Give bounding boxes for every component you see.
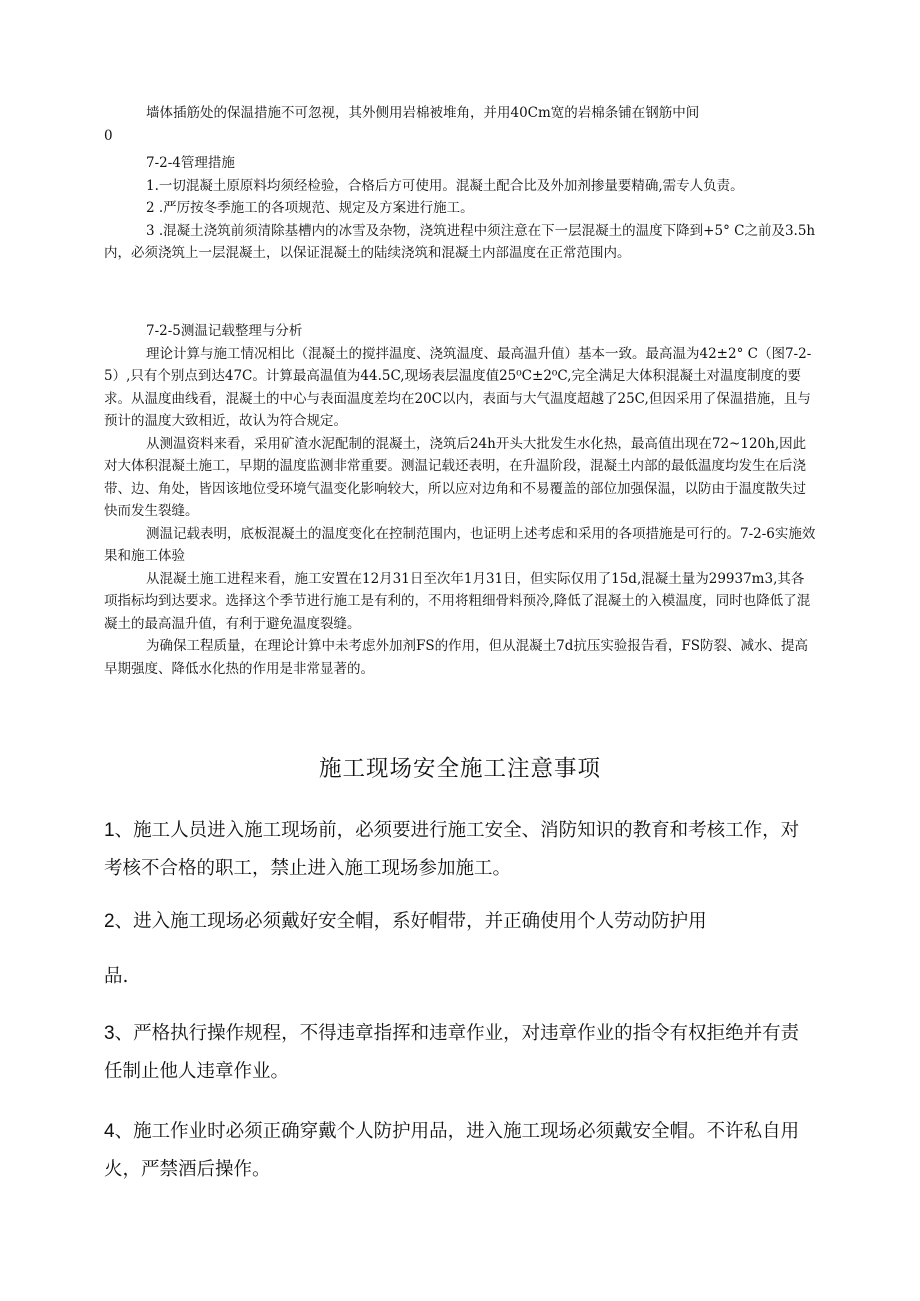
insulation-text: 墙体插筋处的保温措施不可忽视，其外侧用岩棉被堆角，并用40Cm宽的岩棉条铺在钢筋中间 (146, 105, 700, 121)
item-number: 4 (104, 1121, 115, 1142)
item-number: 2 (104, 911, 115, 932)
heading-724: 7-2-4管理措施 (146, 155, 235, 171)
measure-2: 2 .严厉按冬季施工的各项规范、规定及方案进行施工。 (146, 200, 474, 216)
safety-item-3 (104, 1015, 816, 1091)
insulation-tail: 0 (104, 127, 113, 144)
safety-title: 施工现场安全施工注意事项 (318, 756, 601, 782)
safety-item-4 (104, 1113, 816, 1189)
section-724 (104, 152, 816, 265)
safety-item-2-tail (104, 958, 816, 996)
analysis-1: 理论计算与施工情况相比（混凝土的搅拌温度、浇筑温度、最高温升值）基本一致。最高温为42±2° C（图7-2-5）,只有个别点到达47C。计算最高温值为44.5C,现场表层温度值25⁰C±2⁰C,完全满足大体积混凝土对温度制度的要求。从温度曲线看，混凝土的中心与表面温度差均在20C以内，表面与大气温度超越了25C,但因采用了保温措施，且与预计的温度大致相近，故认为符合规定。 (104, 345, 812, 429)
measure-1: 1.一切混凝土原原料均须经检验，合格后方可使用。混凝土配合比及外加剂掺量要精确,需专人负责。 (146, 177, 744, 194)
measure-3: 3 .混凝土浇筑前须清除基槽内的冰雪及杂物，浇筑进程中须注意在下一层混凝土的温度下降到+5° C之前及3.5h内，必须浇筑上一层混凝土，以保证混凝土的陆续浇筑和混凝土内部温度在正常范围内。 (104, 222, 816, 261)
analysis-3: 测温记载表明，底板混凝土的温度变化在控制范围内，也证明上述考虑和采用的各项措施是可行的。7-2-6实施效果和施工体验 (104, 525, 816, 564)
safety-item-1 (104, 812, 816, 888)
paragraph-insulation (104, 102, 816, 147)
item-tail: 品. (104, 966, 129, 987)
item-text: 、进入施工现场必须戴好安全帽，系好帽带，并正确使用个人劳动防护用 (114, 911, 707, 932)
item-number: 1 (104, 820, 115, 841)
heading-725: 7-2-5测温记载整理与分析 (146, 323, 303, 339)
item-text: 、施工人员进入施工现场前，必须要进行施工安全、消防知识的教育和考核工作，对考核不合格的职工，禁止进入施工现场参加施工。 (104, 820, 800, 879)
analysis-2: 从测温资料来看，采用矿渣水泥配制的混凝土，浇筑后24h开头大批发生水化热，最高值出现在72~120h,因此对大体积混凝土施工，早期的温度监测非常重要。测温记载还表明，在升温阶段，混凝土内部的最低温度均发生在后浇带、边、角处，皆因该地位受环境气温变化影响较大，所以应对边角和不易覆盖的部位加强保温，以防由于温度散失过快而发生裂缝。 (104, 435, 807, 519)
analysis-5: 为确保工程质量，在理论计算中未考虑外加剂FS的作用，但从混凝土7d抗压实验报告看，FS防裂、减水、提高早期强度、降低水化热的作用是非常显著的。 (104, 638, 808, 677)
item-number: 3 (104, 1023, 115, 1044)
safety-item-2 (104, 903, 816, 941)
item-text: 、施工作业时必须正确穿戴个人防护用品，进入施工现场必须戴安全帽。不许私自用火，严禁酒后操作。 (104, 1121, 800, 1180)
section-725 (104, 320, 816, 680)
analysis-4: 从混凝土施工进程来看，施工安置在12月31日至次年1月31日，但实际仅用了15d,混凝土量为29937m3,其各项指标均到达要求。选择这个季节进行施工是有利的，不用将粗细骨料预冷,降低了混凝土的入模温度，同时也降低了混凝土的最高温升值，有利于避免温度裂缝。 (104, 570, 811, 632)
item-text: 、严格执行操作规程，不得违章指挥和违章作业，对违章作业的指令有权拒绝并有责任制止他人违章作业。 (104, 1023, 800, 1082)
